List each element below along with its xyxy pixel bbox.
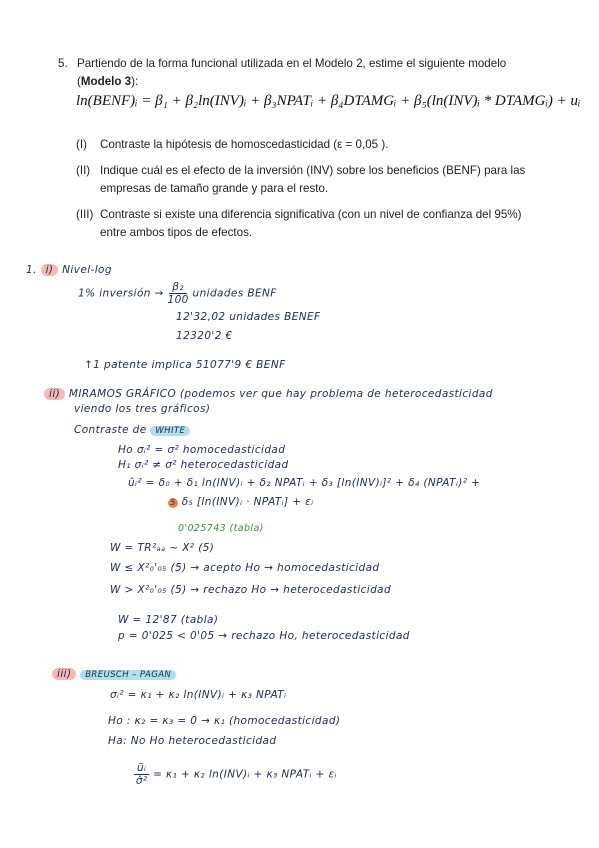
white-value: W = 12'87 (tabla) xyxy=(118,614,219,626)
r-squared-note: 0'025743 (tabla) xyxy=(178,523,264,534)
bp-ha: Ha: No Ho heterocedasticidad xyxy=(108,735,277,747)
item-1-num: (I) xyxy=(76,138,87,151)
df-badge: 5 xyxy=(168,498,178,508)
question-model-label: (Modelo 3): xyxy=(77,75,139,88)
section-2-tag: ii) xyxy=(44,388,65,400)
section-1-tag: i) xyxy=(41,264,59,276)
notes-section-1 xyxy=(26,264,112,276)
item-3-text-cont: entre ambos tipos de efectos. xyxy=(100,226,253,239)
question-intro: Partiendo de la forma funcional utilizada en el Modelo 2, estime el siguiente modelo xyxy=(77,57,507,70)
item-2-text: Indique cuál es el efecto de la inversión (INV) sobre los beneficios (BENF) para las xyxy=(100,164,526,177)
bp-auxiliary-eq: $\frac{\text{ũᵢ}}{\text{σ̂²}}$ = κ₁ + κ₂ ln(INV)ᵢ + κ₃ NPATᵢ + εᵢ xyxy=(135,762,337,787)
item-1-text: Contraste la hipótesis de homoscedasticidad (ε = 0,05 ). xyxy=(100,138,389,151)
white-statistic: W = TR²ₐₐ ~ X² (5) xyxy=(110,542,215,554)
model-bold: Modelo 3 xyxy=(80,75,132,88)
white-h0: Ho σᵢ² = σ² homocedasticidad xyxy=(118,444,286,456)
item-3-text: Contraste si existe una diferencia significativa (con un nivel de confianza del 95%) xyxy=(100,208,522,221)
notes-section-2 xyxy=(44,388,493,400)
inversion-line: 1% inversión → $\frac{\text{β₂}}{100}$ unidades BENF xyxy=(78,281,277,306)
bp-h0: Ho : κ₂ = κ₃ = 0 → κ₁ (homocedasticidad) xyxy=(108,715,341,727)
section-1-title: Nivel-log xyxy=(62,264,112,276)
patent-line: ↑1 patente implica 51077'9 € BENF xyxy=(84,359,286,371)
beta-fraction: $\frac{\text{β₂}}{100}$ xyxy=(167,281,189,306)
section-3-tag: iii) xyxy=(52,668,76,680)
item-2-num: (II) xyxy=(76,164,91,177)
section-2-title: MIRAMOS GRÁFICO (podemos ver que hay problema de heterocedasticidad xyxy=(68,388,493,400)
section-2-title-cont: viendo los tres gráficos) xyxy=(74,403,211,415)
model-equation: ln(BENF)ᵢ = β₁ + β₂ln(INV)ᵢ + β₃NPATᵢ + β₄DTAMGᵢ + β₅(ln(INV)ᵢ * DTAMGᵢ) + uᵢ xyxy=(76,93,581,109)
bp-variance-eq: σᵢ² = κ₁ + κ₂ ln(INV)ᵢ + κ₃ NPATᵢ xyxy=(110,689,287,701)
item-2-text-cont: empresas de tamaño grande y para el resto. xyxy=(100,182,329,195)
white-reject-rule: W > X²₀'₀₅ (5) → rechazo Ho → heterocedasticidad xyxy=(110,584,392,596)
white-h1: H₁ σᵢ² ≠ σ² heterocedasticidad xyxy=(118,459,289,471)
white-badge: WHITE xyxy=(150,426,190,436)
white-regression-cont: 5 δ₅ [ln(INV)ᵢ · NPATᵢ] + εᵢ xyxy=(168,496,314,508)
item-3-num: (III) xyxy=(76,208,94,221)
white-p-value: p = 0'025 < 0'05 → rechazo Ho, heterocedasticidad xyxy=(118,630,410,642)
units-benef-line: 12'32,02 unidades BENEF xyxy=(176,311,321,323)
white-contrast-line: Contraste de WHITE xyxy=(74,424,190,436)
white-regression: ûᵢ² = δ₀ + δ₁ ln(INV)ᵢ + δ₂ NPATᵢ + δ₃ [ln(INV)ᵢ]² + δ₄ (NPATᵢ)² + xyxy=(128,477,481,489)
white-accept-rule: W ≤ X²₀'₀₅ (5) → acepto Ho → homocedasticidad xyxy=(110,562,380,574)
breusch-pagan-badge: BREUSCH – PAGAN xyxy=(80,670,176,680)
question-number: 5. xyxy=(58,57,68,70)
section-1-number: 1. xyxy=(26,264,37,276)
euros-line: 12320'2 € xyxy=(176,330,233,342)
residual-fraction: $\frac{\text{ũᵢ}}{\text{σ̂²}}$ xyxy=(135,762,148,787)
notes-section-3 xyxy=(52,668,176,680)
